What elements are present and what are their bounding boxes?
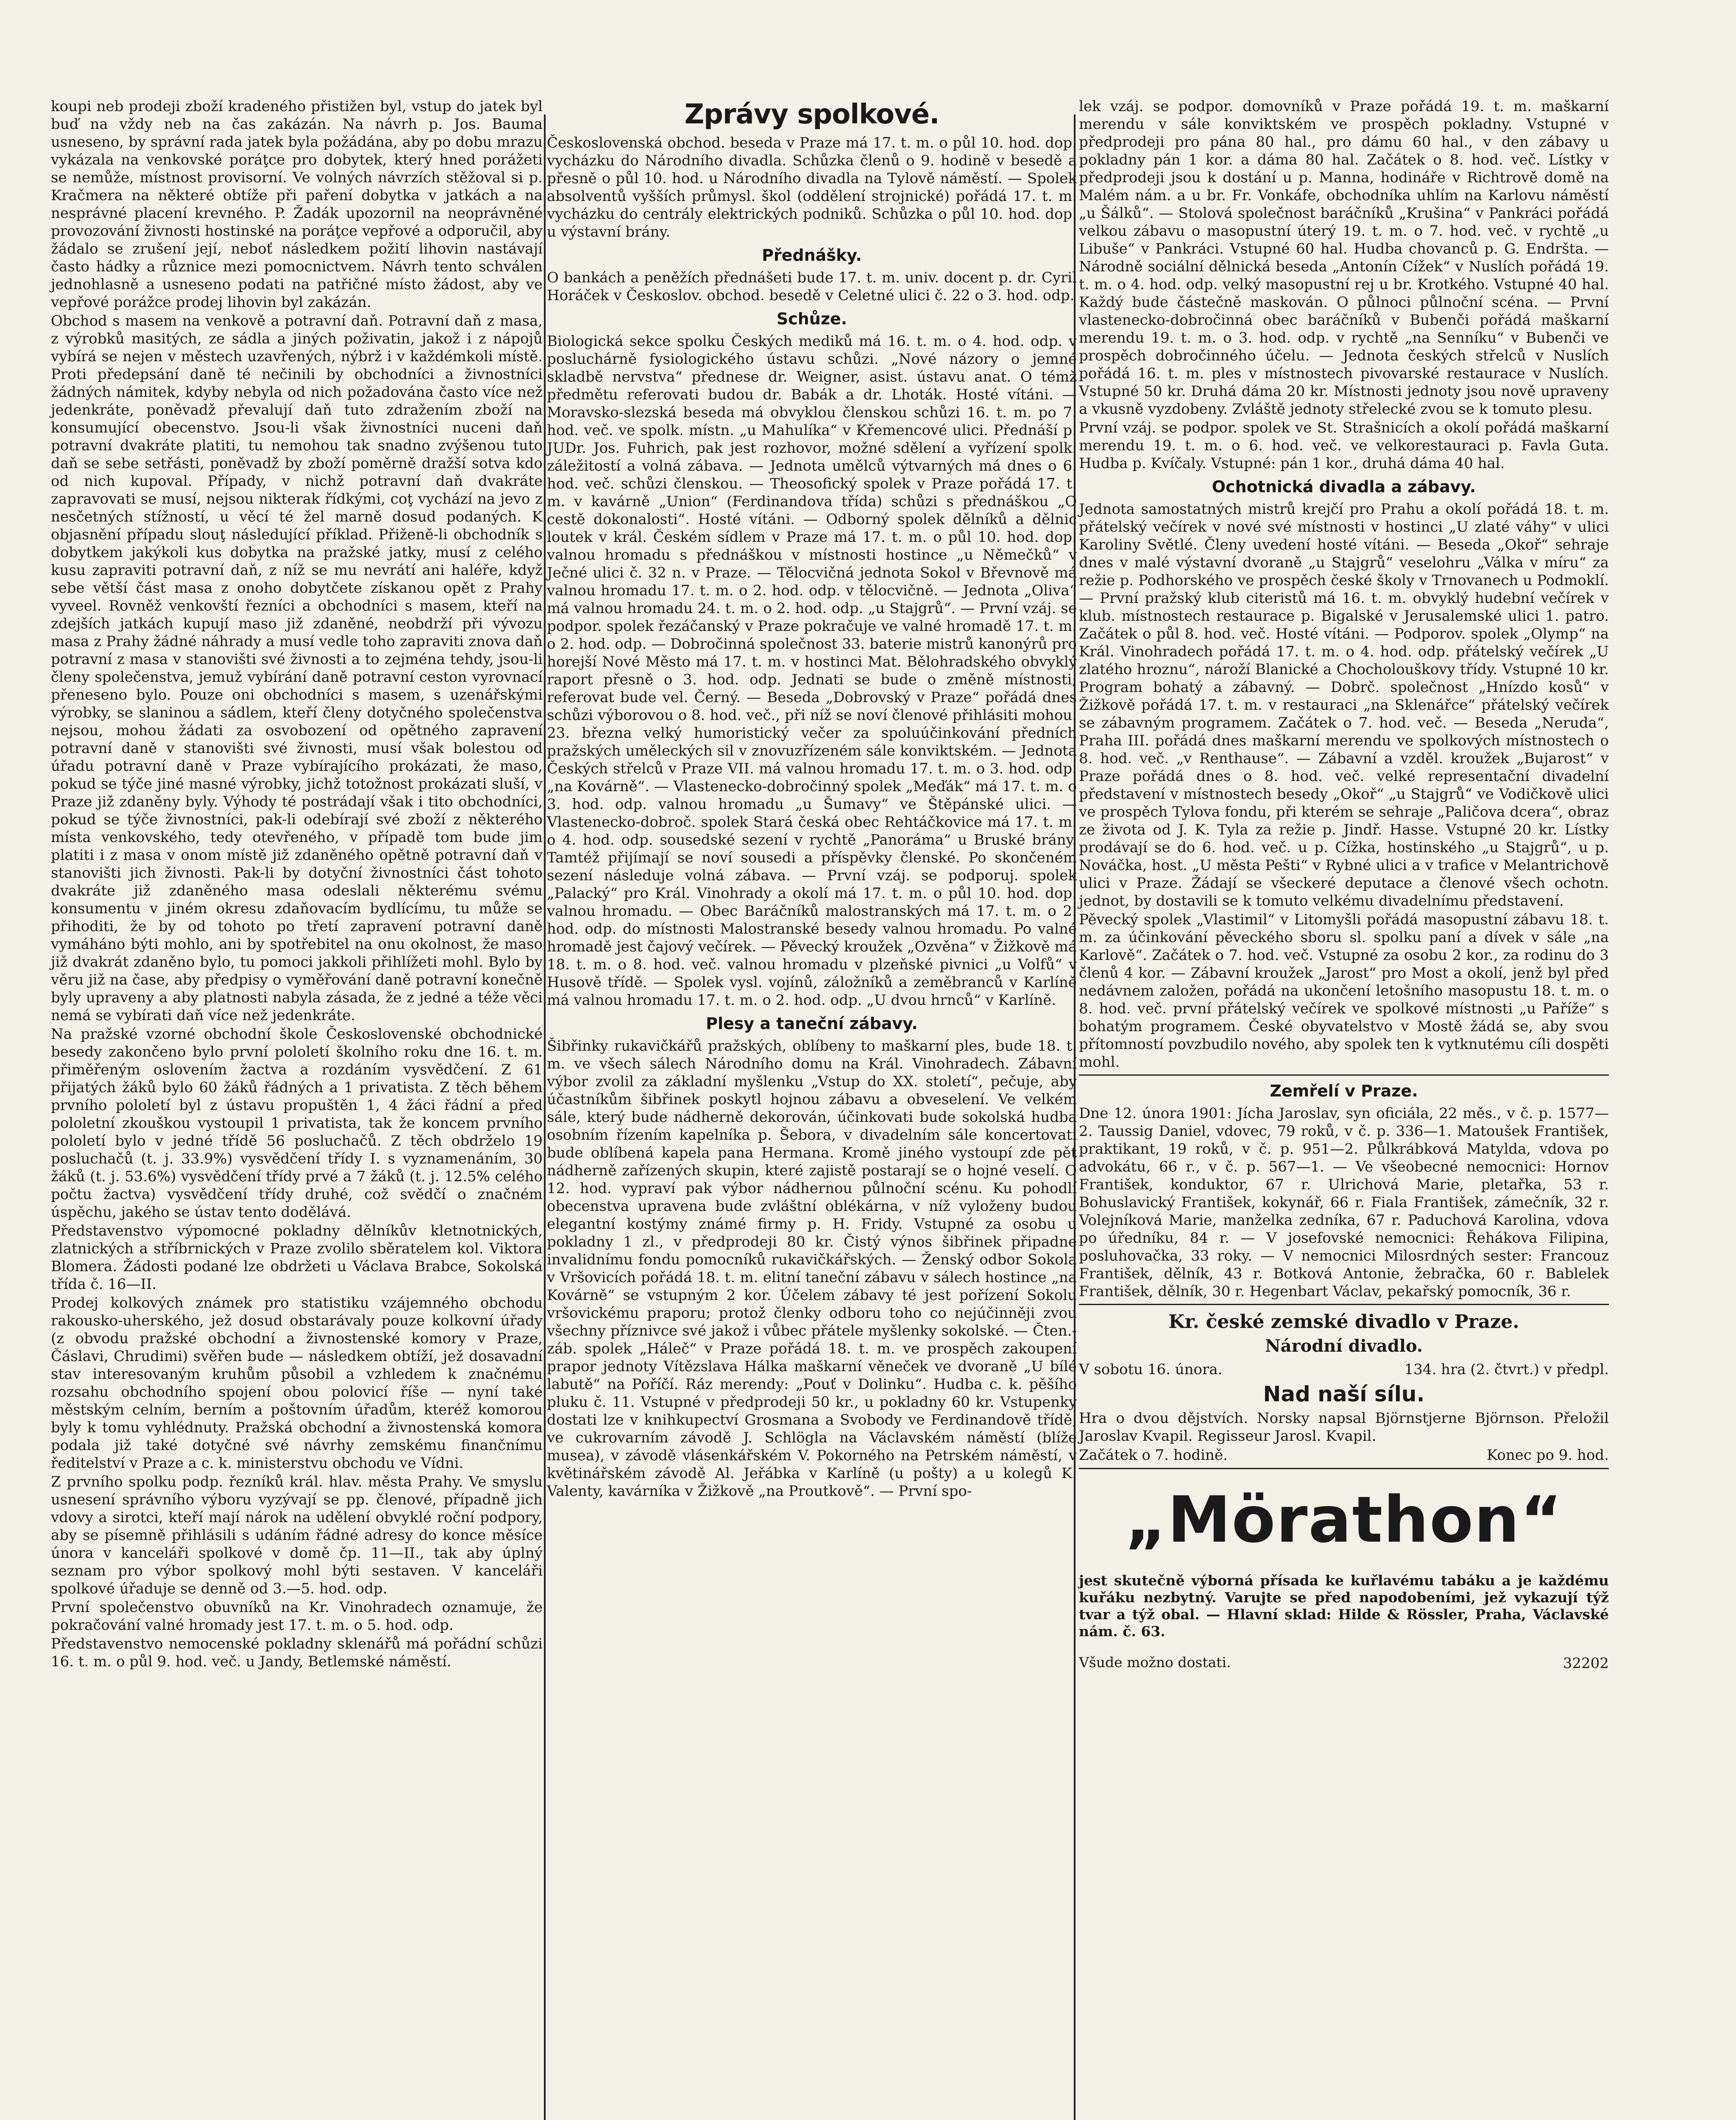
advertisement bbox=[1079, 1482, 1609, 1673]
article-shoemakers: První společenstvo obuvníků na Kr. Vinohradech oznamuje, že pokračování valné hromady jest 17. t. m. o 5. hod. odp. bbox=[51, 1599, 543, 1634]
theatre-play-title: Nad naší sílu. bbox=[1263, 1382, 1425, 1406]
article-butchers-society: Z prvního spolku podp. řezníků král. hlav. města Prahy. Ve smyslu usnesení správního výboru vyzývají se pp. členové, případně jich vdovy a sirotci, kteří mají nárok na udělení obvyklé roční podpory, aby se písemně přihlásili s udáním řádné adresy do konce měsíce února v kanceláři spolkové v domě čp. 11—II., tak aby úplný seznam pro výbor spolkový mohl býti sestaven. V kanceláři spolkové úřaduje se denně od 3.—5. hod. odp. bbox=[51, 1473, 543, 1597]
ad-code: 32202 bbox=[1563, 1655, 1609, 1672]
article-commercial-school: Na pražské vzorné obchodní škole Československé obchodnické besedy zakončeno bylo první pololetí školního roku dne 16. t. m. přiměřeným oslovením žactva a rozdáním vysvědčení. Z 61 přijatých žáků bylo 60 žáků řádných a 1 privatista. Z těch během prvního pololetí byl z ústavu propuštěn 1, 4 žáci řádní a před pololetní zkouškou vystoupil 1 privatista, tak že koncem prvního pololetí bylo v jedné třídě 56 posluchačů. Z těch obdrželo 19 posluchačů (t. j. 33.9%) vysvědčení třídy I. s vyznamenáním, 30 žáků (t. j. 53.6%) vysvědčení třídy prvé a 7 žáků (t. j. 12.5% celého počtu žactva) vysvědčení třídy druhé, což svědčí o značném úspěchu, jakého se ústav tento dodělává. bbox=[51, 1026, 543, 1221]
divider-before-theatre bbox=[1079, 1304, 1609, 1305]
theatre-date-row bbox=[1079, 1360, 1609, 1379]
column-left bbox=[51, 98, 543, 1671]
article-meat-tax: Obchod s masem na venkově a potravní daň. Potravní daň z masa, z výrobků masitých, ze sádla a jiných poživatin, jakož i z nápojů vybírá se nejen v městech uzavřených, nýbrž i v každémkoli místě. Proti předepsání daně té nečinili by obchodníci a živnostníci žádných námitek, kdyby nebyla od nich požadována často více než jedenkráte, poněvadž převalují daň tuto zdražením zboží na konsumující obecenstvo. Jsou-li však živnostníci nuceni daň potravní dvakráte platiti, tu nemohou tak snadno zvýšenou tuto daň se sebe setřásti, poněvadž by zboží poměrně dražší sotva kdo od nich kupoval. Případy, v nichž potravní daň dvakráte zapravovati se musí, nejsou nikterak řídkými, coţ vychází na jevo z nesčetných stížností, u věcí té žel marně dosud podaných. K objasnění případu slouţ následující příklad. Přiženě-li obchodník s dobytkem jakýkoli kus dobytka na pražské jatky, musí z celého kusu zapraviti potravní daň, z níž se mu nevrátí ani haléře, když sebe větší část masa z onoho dobytčete získanou opět z Prahy vyveel. Rovněž venkovští řezníci a obchodníci s masem, kteří na zdejších jatkách kupují maso již zdaněné, neobdrží při vývozu masa z Prahy žádné náhrady a musí vedle toho zapraviti znova daň potravní z masa v stanovišti své živnosti a to zejména tehdy, jsou-li členy společenstva, jemuž vybírání daně potravní ceston vyrovnací přeneseno bylo. Pouze oni obchodníci s masem, s uzenářskými výrobky, se slaninou a sádlem, kteří členy dotyčného společenstva nejsou, mohou žádati za osvobození od opětného zapravení potravní daně v stanovišti své živnosti, musí však bolestou od úřadu potravní daně v Praze vybírajícího prokázati, že maso, pokud se týče jiné masné výrobky, jichž totožnost prokázati sluší, v Praze již zdaněny byly. Výhody té postrádají však i tito obchodníci, pokud se týče živnostníci, pak-li odebírají své zboží z některého místa venkovského, tedy otevřeného, v případě tom bude jim platiti i z masa v onom místě již zdaněného opětně potravní daň v stanovišti jich živnosti. Pak-li by dotyční živnostníci část tohoto dvakráte již zdaněného masa odeslali některému svému konsumentu v jiném okresu zdaňovacím bydlícímu, tu může se přihoditi, že by od tohoto po třetí zapravení potravní daně vymáháno býti mohlo, ani by spotřebitel na onu okolnost, že maso již dvakrát zdaněno bylo, tu pomoci jakkoli přihlížeti mohl. Bylo by věru již na čase, aby předpisy o vyměřování daně potravní konečně byly upraveny a aby platnosti nabyla zásada, že z jedné a téže věci nemá se vybírati daň více než jedenkráte. bbox=[51, 312, 543, 1024]
column-middle bbox=[547, 98, 1077, 1501]
section-heading-deaths: Zemřelí v Praze. bbox=[1270, 1082, 1418, 1100]
ad-text: jest skutečně výborná přísada ke kuřlavému tabáku a je každému kuřáku nezbytný. Varujte se před napodobeními, jež vykazují týž tvar a týž obal. — Hlavní sklad: Hilde & Rössler, Praha, Václavské nám. č. 63. bbox=[1079, 1572, 1609, 1640]
article-slaughterhouse-end: koupi neb prodeji zboží kradeného přistižen byl, vstup do jatek byl buď na vždy neb na čas zakázán. Na návrh p. Jos. Bauma usneseno, by správní rada jatek byla požádána, aby po dobu mrazu vykázala na venkovské poráţce pro dobytek, který hned porážeti se nemůže, místnost provisorní. Ve volných návrzích stěžoval si p. Kračmera na některé obtíže při paření dobytka v jatkách a na nesprávné placení krevného. P. Žadák upozornil na neoprávněné provozování živnosti hostinské na poráţce vepřové a odporučil, aby žádalo se zrušení její, neboť následkem požití lihovin nastávají často hádky a různice mezi pomocnictvem. Návrh tento schválen jednohlasně a usneseno podati na patřičné místo žádost, aby ve vepřové porážce prodej lihovin byl zakázán. bbox=[51, 98, 543, 311]
amateur-theatre-text: Jednota samostatných mistrů krejčí pro Prahu a okolí pořádá 18. t. m. přátelský večírek v nové své místnosti v hostinci „U zlaté váhy“ v ulici Karoliny Světlé. Členy uvedení hosté vítáni. — Beseda „Okoř“ sehraje dnes v malé výstavní dvoraně „u Stajgrů“ veselohru „Válka v míru“ za režie p. Podhorského ve prospěch české školy v Trnovanech u Podmoklí. — První pražský klub citeristů má 16. t. m. obvyklý hudební večírek v klub. místnostech restaurace p. Bigalské v Jerusalemské ulici 1. patro. Začátek o půl 8. hod. več. Hosté vítáni. — Podporov. spolek „Olymp“ na Král. Vinohradech pořádá 17. t. m. o 4. hod. odp. přátelský večírek „U zlatého hroznu“, nároží Blanické a Chocholouškovy třídy. Vstupné 10 kr. Program bohatý a zábavný. — Dobrč. společnost „Hnízdo kosů“ v Žižkově pořádá 17. t. m. v restauraci „na Sklenářce“ přátelský večírek se zábavným programem. Začátek o 7. hod. več. — Beseda „Neruda“, Praha III. pořádá dnes maškarní merendu ve spolkových místnostech o 8. hod. več. „v Renthause“. — Zábavní a vzděl. kroužek „Bujarost“ v Praze pořádá dnes o 8. hod. več. velké representační divadelní představení v místnostech besedy „Okoř“ „u Stajgrů“ ve Vodičkově ulici ve prospěch Tylova fondu, při kterém se sehraje „Paličova dcera“, obraz ze života od J. K. Tyla za režie p. Jindř. Hasse. Vstupné 20 kr. Lístky prodávají se do 6. hod. več. u p. Cížka, hostinského „u Stajgrů“, u p. Nováčka, host. „U města Pešti“ v Rybné ulici a v trafice v Melantrichově ulici v Praze. Žádají se všeckeré deputace a členové všech ochotn. jednot, by dostavili se k tomuto velkému divadelnímu představení. bbox=[1079, 501, 1609, 909]
strasnice-merenda: První vzáj. se podpor. spolek ve St. Strašnicích a okolí pořádá maškarní merendu 19. t. m. o 6. hod. več. ve velkorestauraci p. Favla Guta. Hudba p. Kvíčaly. Vstupné: pán 1 kor., druhá dáma 40 hal. bbox=[1079, 419, 1609, 472]
balls-text: Šibřinky rukavičkářů pražských, oblíbeny to maškarní ples, bude 18. t. m. ve všech sálech Národního domu na Král. Vinohradech. Zábavní výbor zvolil za základní myšlenku „Vstup do XX. století“, pečuje, aby účastníkům šibřinek poskytl hojnou zábavu a obveselení. Ve velkém sále, který bude nádherně dekorován, účinkovati bude sokolská hudba osobním řízením kapelníka p. Šebora, v divadelním sále koncertovati bude oblíbená kapela pana Hermana. Kromě jiného vystoupí zde pět nádherně zařízených skupin, které zajistě postarají se o hojné veselí. O 12. hod. vypraví pak výbor nádhernou půlnoční scénu. Ku pohodlí obecenstva upravena bude zvláštní oblékárna, v níž vyloženy budou elegantní kostýmy známé firmy p. H. Fridy. Vstupné za osobu u pokladny 1 zl., v předprodeji 80 kr. Čistý výnos šibřinek připadne invalidnímu fondu pomocníků rukavičkářských. — Ženský odbor Sokola v Vršovicích pořádá 18. t. m. elitní taneční zábavu v sálech hostince „na Kovárně“ se vstupným 2 kor. Účelem zábavy té jest pořízení Sokolu vršovickému praporu; protož členky odboru toho co nejúčinněji zvou všechny příznivce své jakož i vůbec přátele myšlenky sokolské. — Čten.-záb. spolek „Háleč“ v Praze pořádá 18. t. m. ve prospěch zakoupení prapor jednoty Vítězslava Hálka maškarní věneček ve dvoraně „U bílé labutě“ na Poříčí. Ráz merendy: „Pouť v Dolinku“. Hudba c. k. pěšího pluku č. 11. Vstupné v předprodeji 50 kr., u pokladny 60 kr. Vstupenky dostati lze v knihkupectví Grosmana a Svobody ve Ferdinandově třídě, ve cukrovarním závodě J. Schlögla na Václavském náměstí (blíže musea), v závodě vlásenkářském V. Pokorného na Petrském náměstí, v květinářském závodě Al. Jeřábka v Karlíně (u pošty) a u kolegů K. Valenty, kavárníka v Žižkově „na Proutkově“. — První spo- bbox=[547, 1038, 1077, 1500]
ad-footer bbox=[1079, 1654, 1609, 1673]
article-stamp-sales: Prodej kolkových známek pro statistiku vzájemného obchodu rakousko-uherského, jež dosud obstarávaly pouze kolkovní úřady (z obvodu pražské obchodní a živnostenské komory v Praze, Čáslavi, Chrudimi) svěřen bude — následkem obtíží, jež dosavadní stav interesovaným kruhům působil a vzhledem k značnému rozsahu obchodního spojení obou polovicí říše — nyní také městským celním, berním a poštovním úřadům, kteréž komorou byly k tomu vyhlédnuty. Pražská obchodní a živnostenská komora podala již také dotyčné své návrhy zemskému finančnímu ředitelství v Praze a c. k. ministerstvu obchodu ve Vídni. bbox=[51, 1294, 543, 1472]
theatre-subtitle: Národní divadlo. bbox=[1265, 1336, 1423, 1356]
column-divider-1 bbox=[544, 114, 546, 2120]
section-heading-amateur-theatre: Ochotnická divadla a zábavy. bbox=[1212, 477, 1476, 496]
section-heading-balls: Plesy a taneční zábavy. bbox=[706, 1014, 918, 1033]
theatre-date: V sobotu 16. února. bbox=[1079, 1361, 1223, 1378]
ad-brand-name: „Mörathon“ bbox=[1125, 1483, 1563, 1557]
theatre-time-row bbox=[1079, 1446, 1609, 1464]
balls-text-continued: lek vzáj. se podpor. domovníků v Praze pořádá 19. t. m. maškarní merendu v sále konviktském ve prospěch pokladny. Vstupné v předprodeji pro pána 80 hal., pro dámu 60 hal., v den zábavy u pokladny pán 1 kor. a dáma 80 hal. Začátek o 8. hod. več. Lístky v předprodeji jsou k dostání u p. Manna, hodináře v Richtrově domě na Malém nám. a u br. Fr. Vonkáfe, obchodníka uhlím na Karlovu náměstí „u Šálků“. — Stolová společnost baráčníků „Krušina“ v Pankráci pořádá velkou zábavu o masopustní úterý 19. t. m. o 7. hod. več. v rychtě „u Libuše“ v Pankráci. Vstupné 60 hal. Hudba chovanců p. G. Endršta. — Národně sociální dělnická beseda „Antonín Cížek“ v Nuslích pořádá 19. t. m. o 4. hod. odp. velký masopustní rej u br. Krotkého. Vstupné 40 hal. Každý bude částečně maskován. O půlnoci půlnoční scéna. — První vlastenecko-dobročinná obec baráčníků v Bubenči pořádá maškarní merendu 19. t. m. o 3. hod. odp. v rychtě „na Senníku“ v Bubenči ve prospěch dobročinného účelu. — Jednota českých střelců v Nuslích pořádá 16. t. m. ples v místnostech pivovarské restaurace v Nuslích. Vstupné 50 kr. Druhá dáma 20 kr. Místnosti jednoty jsou nově upraveny a vkusně vyzdobeny. Zvláště jednoty střelecké zvou se k tomuto plesu. bbox=[1079, 98, 1609, 418]
column-right bbox=[1079, 98, 1609, 1673]
divider-before-deaths bbox=[1079, 1074, 1609, 1076]
article-goldsmiths-fund: Představenstvo výpomocné pokladny dělníkův kletnotnických, zlatnických a stříbrnických v Praze zvolilo sběratelem kol. Viktora Blomera. Žádosti podané lze obdržeti u Václava Brabce, Sokolská třída č. 16—II. bbox=[51, 1222, 543, 1293]
ad-availability: Všude možno dostati. bbox=[1079, 1654, 1231, 1671]
meetings-text: Biologická sekce spolku Českých mediků má 16. t. m. o 4. hod. odp. v posluchárně fysiologického ústavu schůzi. „Nové názory o jemné skladbě nervstva“ přednese dr. Weigner, asist. ústavu anat. O témž předmětu referovati budou dr. Babák a dr. Lhoták. Hosté vítáni. — Moravsko-slezská beseda má obvyklou členskou schůzi 16. t. m. po 7. hod. več. ve spolk. místn. „u Mahulíka“ v Křemencové ulici. Přednáší p. JUDr. Jos. Fuhrich, pak jest rozhovor, možné sdělení a vyřízení spolk. záležitostí a volná zábava. — Jednota umělců výtvarných má dnes o 6. hod. več. schůzi členskou. — Theosofický spolek v Praze pořádá 17. t. m. v kavárně „Union“ (Ferdinandova třída) schůzi s přednáškou „O cestě dokonalosti“. Hosté vítáni. — Odborný spolek dělníků a dělnic loutek v král. Českém sídlem v Praze má 17. t. m. o půl 10. hod. dop. valnou hromadu s přednáškou v místnosti hostince „u Němečků“ v Ječné ulici č. 32 n. v Praze. — Tělocvičná jednota Sokol v Břevnově má valnou hromadu 17. t. m. o 2. hod. odp. v tělocvičně. — Jednota „Oliva“ má valnou hromadu 24. t. m. o 2. hod. odp. „u Stajgrů“. — První vzáj. se podpor. spolek řezáčanský v Praze pokračuje ve valné hromadě 17. t. m. o 2. hod. odp. — Dobročinná společnost 33. baterie mistrů kanonýrů pro horejší Nové Město má 17. t. m. v hostinci Mat. Bělohradského obvyklý raport přesně o 3. hod. odp. Jednati se bude o změně místnosti; referovat bude vel. Černý. — Beseda „Dobrovský v Praze“ pořádá dnes schůzi výborovou o 8. hod. več., při níž se noví členové přihlásiti mohou. 23. března velký humoristický večer za spoluúčinkování předních pražských uměleckých sil v znovuzřízeném sále konviktském. — Jednota Českých střelců v Praze VII. má valnou hromadu 17. t. m. o 3. hod. odp. „na Kovárně“. — Vlastenecko-dobročinný spolek „Meďák“ má 17. t. m. o 3. hod. odp. valnou hromadu „u Šumavy“ ve Štěpánské ulici. — Vlastenecko-dobroč. spolek Stará česká obec Rehtáčkovice má 17. t. m. o 4. hod. odp. sousedské sezení v rychtě „Panoráma“ u Bruské brány. Tamtéž přijímají se noví sousedi a příspěvky členské. Po skončeném sezení následuje volná zábava. — První vzáj. se podporuj. spolek „Palacký“ pro Král. Vinohrady a okolí má 17. t. m. o půl 10. hod. dop. valnou hromadu. — Obec Baráčníků malostranských má 17. t. m. o 2. hod. odp. do místnosti Malostranské besedy valnou hromadu. Po valné hromadě jest čajový večírek. — Pěvecký kroužek „Ozvěna“ v Žižkově má 18. t. m. o 8. hod. več. valnou hromadu v plzeňské pivnici „u Volfů“ v Husově třídě. — Spolek vysl. vojínů, záložníků a zeměbranců v Karlíně má valnou hromadu 17. t. m. o 2. hod. odp. „U dvou hrnců“ v Karlíně. bbox=[547, 333, 1077, 1009]
section-title-club-news: Zprávy spolkové. bbox=[684, 99, 939, 130]
divider-before-ad bbox=[1079, 1468, 1609, 1469]
theatre-listing bbox=[1079, 1309, 1609, 1464]
theatre-performance-number: 134. hra (2. čtvrt.) v předpl. bbox=[1404, 1361, 1609, 1378]
theatre-start: Začátek o 7. hodině. bbox=[1079, 1447, 1228, 1464]
lectures-text: O bankách a peněžích přednášeti bude 17. t. m. univ. docent p. dr. Cyril Horáček v Českoslov. obchod. besedě v Celetné ulici č. 22 o 3. hod. odp. bbox=[547, 269, 1077, 304]
deaths-text: Dne 12. února 1901: Jícha Jaroslav, syn oficiála, 22 měs., v č. p. 1577—2. Taussig Daniel, vdovec, 79 roků, v č. p. 336—1. Matoušek František, praktikant, 19 roků, v č. p. 951—2. Půlkrábková Matylda, vdova po advokátu, 66 r., v č. p. 567—1. — Ve všeobecné nemocnici: Hornov František, konduktor, 67 r. Ulrichová Marie, pletařka, 53 r. Bohuslavický František, kokynář, 66 r. Fiala František, zámečník, 32 r. Volejníková Marie, manželka zedníka, 67 r. Paduchová Karolina, vdova po úředníku, 84 r. — V josefovské nemocnici: Řehákova Filipina, posluhovačka, 33 roky. — V nemocnici Milosrdných sester: Francouz František, dělník, 43 r. Botková Antonie, žebračka, 60 r. Bablelek František, dělník, 30 r. Hegenbart Václav, pekařský pomocník, 36 r. bbox=[1079, 1105, 1609, 1300]
club-news-intro: Československá obchod. beseda v Praze má 17. t. m. o půl 10. hod. dop. vycházku do Národního divadla. Schůzka členů o 9. hodině v besedě a přesně o půl 10. hod. u Národního divadla na Tylově náměstí. — Spolek absolventů vyšších průmysl. škol (oddělení strojnické) pořádá 17. t. m. vycházku do centrály elektrických podniků. Schůzka o půl 10. hod. dop. u výstavní brány. bbox=[547, 134, 1077, 240]
article-glaziers-fund: Představenstvo nemocenské pokladny sklenářů má pořádní schůzi 16. t. m. o půl 9. hod. več. u Jandy, Betlemské náměstí. bbox=[51, 1635, 543, 1670]
section-heading-lectures: Přednášky. bbox=[762, 246, 862, 265]
vlastimil-text: Pěvecký spolek „Vlastimil“ v Litomyšli pořádá masopustní zábavu 18. t. m. za účinkování pěveckého sboru sl. spolku paní a dívek v sále „na Karlově“. Začátek o 7. hod. več. Vstupné za osobu 2 kor., za rodinu do 3 členů 4 kor. — Zábavní kroužek „Jarost“ pro Most a okolí, jenž byl před nedávnem založen, pořádá na ukončení letošního masopustu 18. t. m. o 8. hod. več. první přátelský večírek ve spolkové místnosti „u Paříže“ s bohatým programem. České obyvatelstvo v Mostě žádá se, aby svou přítomností povzbudilo nového, aby spolek ten k vytknutému cíli dospěti mohl. bbox=[1079, 911, 1609, 1071]
theatre-end: Konec po 9. hod. bbox=[1486, 1447, 1609, 1464]
theatre-description: Hra o dvou dějstvích. Norsky napsal Björnstjerne Björnson. Přeložil Jaroslav Kvapil. Regisseur Jarosl. Kvapil. bbox=[1079, 1410, 1609, 1445]
section-heading-meetings: Schůze. bbox=[776, 310, 847, 328]
theatre-title: Kr. české zemské divadlo v Praze. bbox=[1168, 1311, 1519, 1333]
